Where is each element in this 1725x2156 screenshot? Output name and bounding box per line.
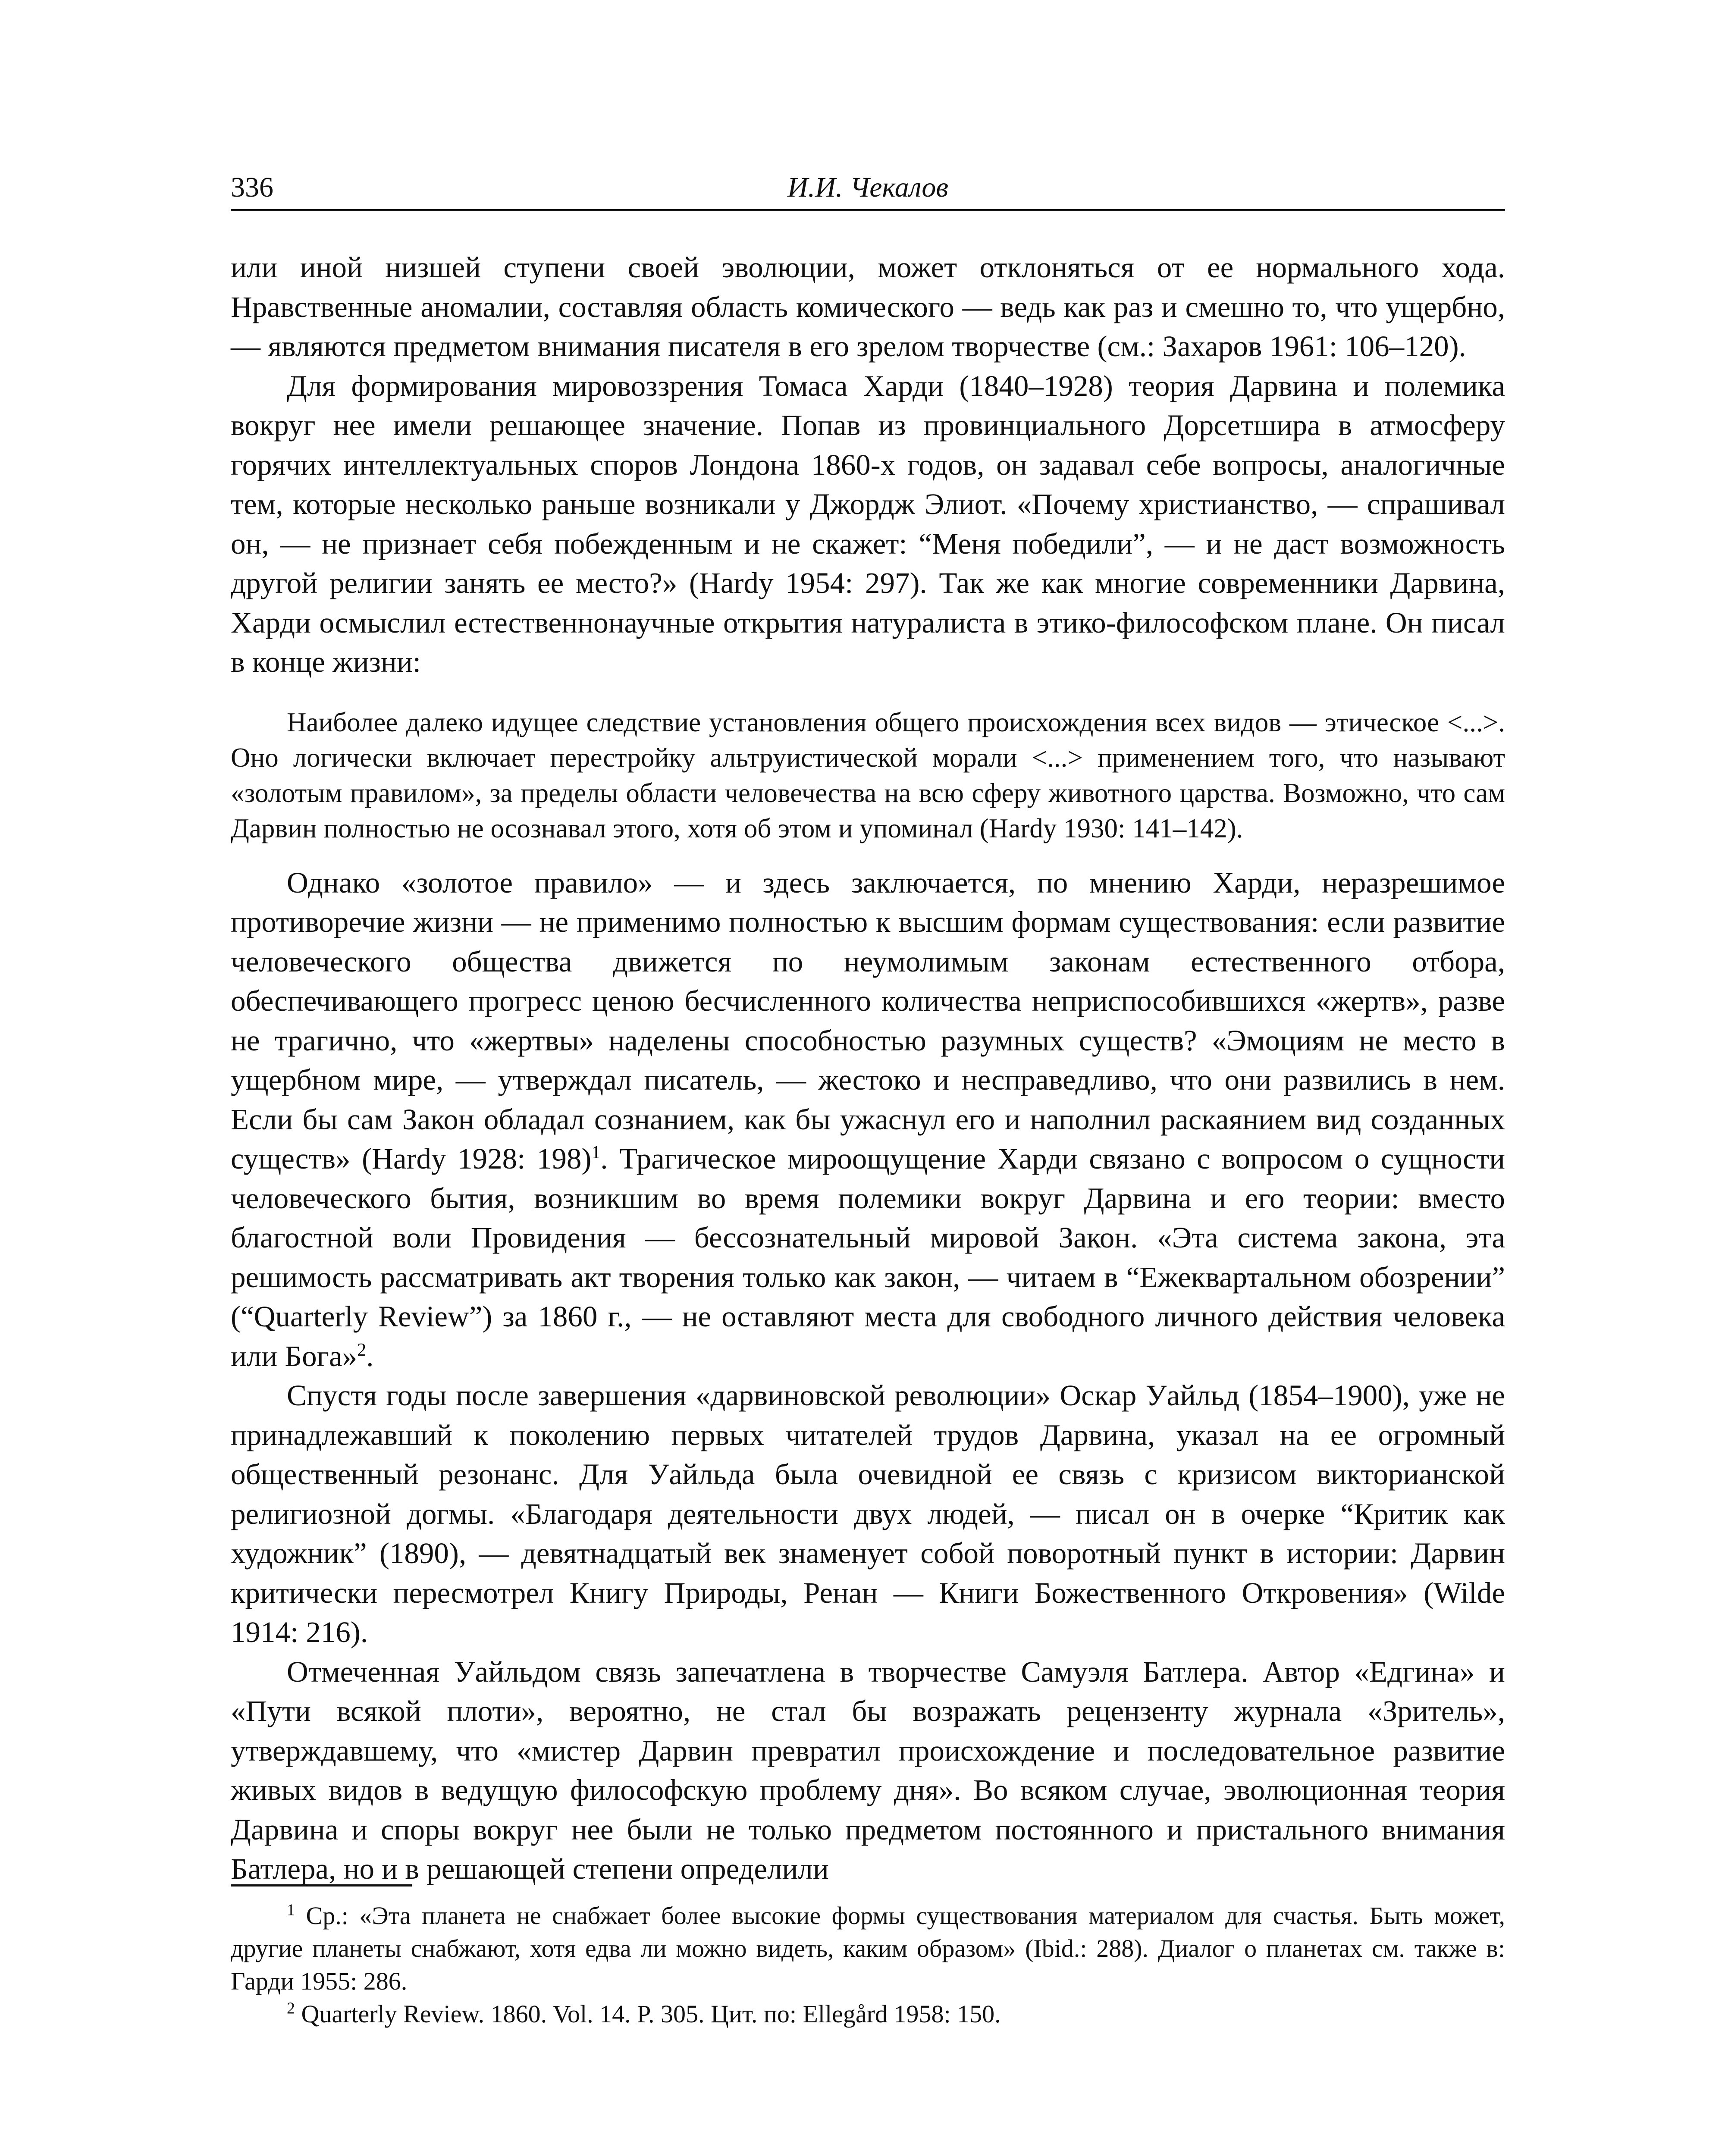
footnote-mark-2: 2 <box>287 1999 295 2018</box>
footnote-divider <box>231 1884 412 1887</box>
paragraph-3 <box>231 863 1505 1376</box>
running-title: И.И. Чекалов <box>787 172 949 203</box>
paragraph-5: Отмеченная Уайльдом связь запечатлена в творчестве Самуэля Батлера. Автор «Едгина» и «Пути всякой плоти», вероятно, не стал бы возражать рецензенту журнала «Зритель», утверждавшему, что «мистер Дарвин превратил происхождение и последовательное развитие живых видов в ведущую философскую проблему дня». Во всяком случае, эволюционная теория Дарвина и споры вокруг нее были не только предметом постоянного и пристального внимания Батлера, но и в решающей степени определили <box>231 1655 1505 1885</box>
paragraph-3-text-c: . <box>366 1339 374 1373</box>
footnote-ref-2[interactable]: 2 <box>357 1340 367 1360</box>
paragraph-2: Для формирования мировоззрения Томаса Харди (1840–1928) теория Дарвина и полемика вокруг нее имели решающее значение. Попав из провинциального Дорсетшира в атмосферу горячих интеллектуальных споров Лондона 1860-х годов, он задавал себе вопросы, аналогичные тем, которые несколько раньше возникали у Джордж Элиот. «Почему христианство, — спрашивал он, — не признает себя побежденным и не скажет: “Меня победили”, — и не даст возможность другой религии занять ее место?» (Hardy 1954: 297). Так же как многие современники Дарвина, Харди осмыслил естественнонаучные открытия натуралиста в этико-философском плане. Он писал в конце жизни: <box>231 369 1505 678</box>
footnote-text-2: Quarterly Review. 1860. Vol. 14. P. 305. Цит. по: Ellegård 1958: 150. <box>295 2000 1001 2028</box>
paragraph-4: Спустя годы после завершения «дарвиновской революции» Оскар Уайльд (1854–1900), уже не принадлежавший к поколению первых читателей трудов Дарвина, указал на ее огромный общественный резонанс. Для Уайльда была очевидной ее связь с кризисом викторианской религиозной догмы. «Благодаря деятельности двух людей, — писал он в очерке “Критик как художник” (1890), — девятнадцатый век знаменует собой поворотный пункт в истории: Дарвин критически пересмотрел Книгу Природы, Ренан — Книги Божественного Откровения» (Wilde 1914: 216). <box>231 1379 1505 1648</box>
paragraph-3-text-a: Однако «золотое правило» — и здесь заключается, по мнению Харди, неразрешимое противоречие жизни — не применимо полностью к высшим формам существования: если развитие человеческого общества движется по неумолимым законам естественного отбора, обеспечивающего прогресс ценою бесчисленного количества неприспособившихся «жертв», разве не трагично, что «жертвы» наделены способностью разумных существ? «Эмоциям не место в ущербном мире, — утверждал писатель, — жестоко и несправедливо, что они развились в нем. Если бы сам Закон обладал сознанием, как бы ужаснул его и наполнил раскаянием вид созданных существ» (Hardy 1928: 198) <box>231 866 1505 1175</box>
footnotes <box>231 1899 1505 2031</box>
footnote-2 <box>231 1998 1505 2031</box>
footnote-ref-1[interactable]: 1 <box>591 1143 601 1163</box>
running-header <box>231 166 1505 211</box>
main-text <box>231 248 1505 1889</box>
block-quote: Наиболее далеко идущее следствие установления общего происхождения всех видов — этическое <...>. Оно логически включает перестройку альтруистической морали <...> применением того, что называют «золотым правилом», за пределы области человечества на всю сферу животного царства. Возможно, что сам Дарвин полностью не осознавал этого, хотя об этом и упоминал (Hardy 1930: 141–142). <box>231 707 1505 843</box>
page-number: 336 <box>231 172 273 203</box>
footnote-1 <box>231 1899 1505 1998</box>
footnote-mark-1: 1 <box>287 1901 295 1919</box>
footnote-text-1: Ср.: «Эта планета не снабжает более высокие формы существования материалом для счастья. Быть может, другие планеты снабжают, хотя едва ли можно видеть, каким образом» (Ibid.: 288). Диалог о планетах см. также в: Гарди 1955: 286. <box>231 1902 1505 1995</box>
paragraph-1: или иной низшей ступени своей эволюции, может отклоняться от ее нормального хода. Нравственные аномалии, составляя область комического — ведь как раз и смешно то, что ущербно, — являются предметом внимания писателя в его зрелом творчестве (см.: Захаров 1961: 106–120). <box>231 251 1505 363</box>
paragraph-3-text-b: . Трагическое мироощущение Харди связано с вопросом о сущности человеческого бытия, возникшим во время полемики вокруг Дарвина и его теории: вместо благостной воли Провидения — бессознательный мировой Закон. «Эта система закона, эта решимость рассматривать акт творения только как закон, — читаем в “Ежеквартальном обозрении” (“Quarterly Review”) за 1860 г., — не оставляют места для свободного личного действия человека или Бога» <box>231 1142 1505 1373</box>
